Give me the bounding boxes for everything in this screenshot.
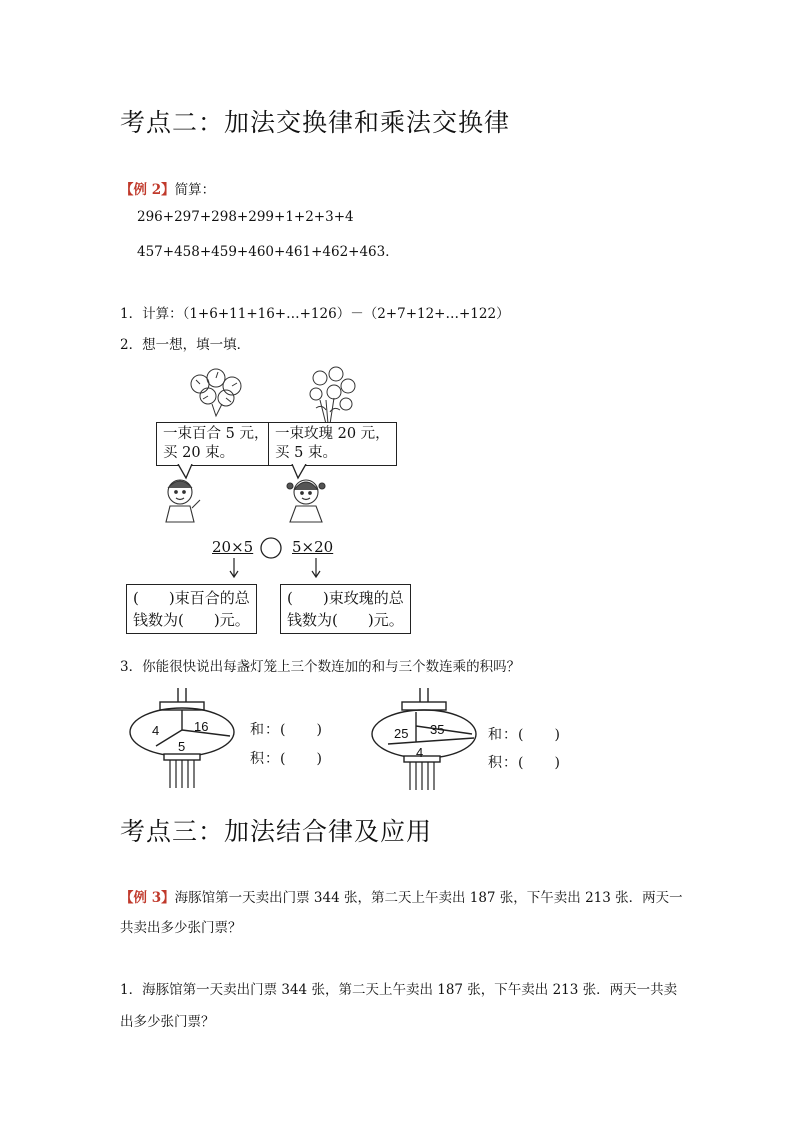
right-product-label: 积：( ) [488,755,561,771]
bubble-lily-line-1: 一束百合 5 元， [163,426,269,442]
section-3-question-1-line-2: 出多少张门票？ [120,1014,215,1030]
example-2-tag: 【例 2】 [120,182,175,198]
flower-purchase-figure [120,360,440,642]
left-lantern-icon [126,686,240,790]
left-lantern-number: 5 [178,739,186,754]
example-3-tag: 【例 3】 [120,890,175,906]
section-3-heading: 考点三：加法结合律及应用 [120,817,433,846]
left-sum-label: 和：( ) [250,722,323,738]
answer-box-rose-line-1: ( )束玫瑰的总 [287,589,404,607]
right-lantern-icon [368,686,482,790]
rose-bouquet-icon [296,364,366,426]
answer-box-lily [126,584,257,634]
answer-box-rose-line-2: 钱数为( )元。 [287,611,404,629]
lantern-figure [120,686,564,794]
left-lantern-number: 4 [152,723,160,738]
example-2-text: 简算： [174,182,216,198]
bubble-rose-line-2: 买 5 束。 [275,445,337,461]
bubble-lily-line-2: 买 20 束。 [163,445,235,461]
example-3-text: 海豚馆第一天卖出门票 344 张，第二天上午卖出 187 张，下午卖出 213 张．两天一 [174,890,683,906]
example-3-line-2: 共卖出多少张门票？ [120,920,242,936]
example-2-line [120,178,215,198]
question-1: 1．计算：（1+6+11+16+…+126）－（2+7+12+…+122） [120,306,510,322]
compare-circle-icon [258,536,284,560]
example-3-line-1 [120,886,683,906]
left-product-label: 积：( ) [250,751,323,767]
left-lantern-number: 16 [194,719,209,734]
example-2-expression-2: 457+458+459+460+461+462+463． [137,244,399,260]
right-lantern-number: 4 [416,745,424,760]
right-lantern-number: 35 [430,722,445,737]
right-sum-label: 和：( ) [488,727,561,743]
speech-bubble-rose [268,422,397,466]
expression-lily: 20×5 [212,538,254,556]
arrow-down-icon [226,558,242,580]
question-3: 3．你能很快说出每盏灯笼上三个数连加的和与三个数连乘的积吗？ [120,659,521,675]
answer-box-rose [280,584,411,634]
example-2-expression-1: 296+297+298+299+1+2+3+4 [137,209,354,225]
expression-rose: 5×20 [292,538,334,556]
arrow-down-icon [308,558,324,580]
question-2: 2．想一想，填一填． [120,337,251,353]
right-lantern-number: 25 [394,726,409,741]
answer-box-lily-line-1: ( )束百合的总 [133,589,250,607]
bubble-rose-line-1: 一束玫瑰 20 元， [275,426,390,442]
lily-bouquet-icon [182,366,252,418]
girl-icon [284,476,330,524]
speech-bubble-lily [156,422,275,466]
boy-icon [160,476,206,524]
section-2-heading: 考点二：加法交换律和乘法交换律 [120,108,511,137]
section-3-question-1-line-1: 1．海豚馆第一天卖出门票 344 张，第二天上午卖出 187 张，下午卖出 213 张．两天一共卖 [120,982,678,998]
answer-box-lily-line-2: 钱数为( )元。 [133,611,250,629]
